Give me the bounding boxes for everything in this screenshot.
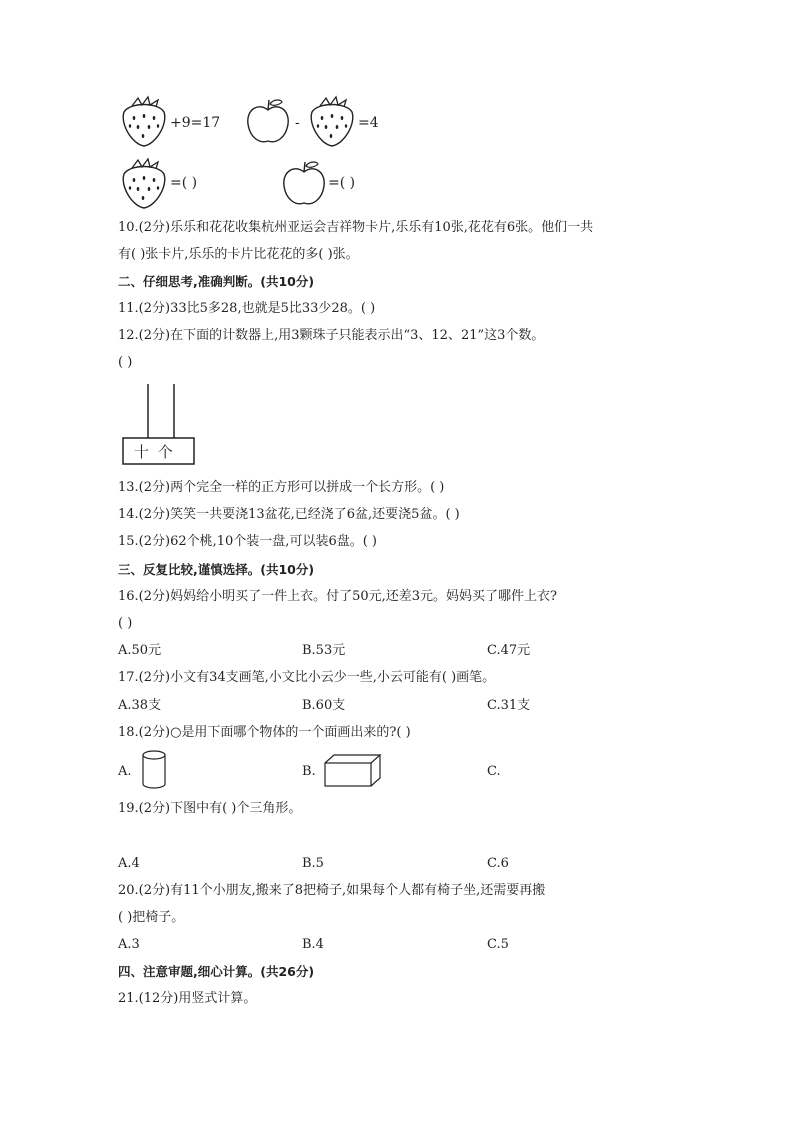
- option-a: A.3: [118, 937, 140, 952]
- cuboid-icon: [324, 754, 382, 788]
- apple-icon: [280, 160, 328, 208]
- question-13: 13.(2分)两个完全一样的正方形可以拼成一个长方形。( ): [118, 480, 445, 495]
- equation-1-tail: +9=17: [170, 115, 221, 131]
- question-16-line-2: ( ): [118, 616, 133, 631]
- minus-sign: -: [295, 115, 300, 131]
- question-20-line-1: 20.(2分)有11个小朋友,搬来了8把椅子,如果每个人都有椅子坐,还需要再搬: [118, 883, 546, 898]
- option-c: C.: [487, 764, 501, 779]
- option-c: C.31支: [487, 698, 531, 713]
- question-12-line-2: ( ): [118, 355, 133, 370]
- strawberry-icon: [306, 94, 358, 148]
- option-b: B.53元: [302, 643, 346, 658]
- question-12-line-1: 12.(2分)在下面的计数器上,用3颗珠子只能表示出“3、12、21”这3个数。: [118, 328, 545, 343]
- question-17: 17.(2分)小文有34支画笔,小文比小云少一些,小云可能有( )画笔。: [118, 670, 496, 685]
- question-18: 18.(2分)○是用下面哪个物体的一个面画出来的?( ): [118, 725, 411, 740]
- section-3-heading: 三、反复比较,谨慎选择。(共10分): [118, 562, 315, 577]
- option-c: C.47元: [487, 643, 531, 658]
- question-20-line-2: ( )把椅子。: [118, 910, 185, 925]
- cylinder-icon: [141, 750, 167, 790]
- option-a: A.: [118, 764, 132, 779]
- abacus-place-label: 十 个: [134, 443, 175, 461]
- section-4-heading: 四、注意审题,细心计算。(共26分): [118, 964, 315, 979]
- option-b: B.5: [302, 856, 324, 871]
- question-11: 11.(2分)33比5多28,也就是5比33少28。( ): [118, 301, 376, 316]
- option-a: A.4: [118, 856, 140, 871]
- equation-2-tail: =4: [358, 115, 379, 131]
- option-a: A.38支: [118, 698, 162, 713]
- question-19: 19.(2分)下图中有( )个三角形。: [118, 801, 302, 816]
- section-2-heading: 二、仔细思考,准确判断。(共10分): [118, 274, 315, 289]
- option-b: B.60支: [302, 698, 346, 713]
- question-15: 15.(2分)62个桃,10个装一盘,可以装6盘。( ): [118, 534, 377, 549]
- question-10-line-1: 10.(2分)乐乐和花花收集杭州亚运会吉祥物卡片,乐乐有10张,花花有6张。他们一共: [118, 220, 594, 235]
- option-c: C.5: [487, 937, 509, 952]
- question-10-line-2: 有( )张卡片,乐乐的卡片比花花的多( )张。: [118, 247, 359, 262]
- strawberry-icon: [118, 156, 170, 210]
- option-a: A.50元: [118, 643, 162, 658]
- option-c: C.6: [487, 856, 509, 871]
- question-14: 14.(2分)笑笑一共要浇13盆花,已经浇了6盆,还要浇5盆。( ): [118, 507, 460, 522]
- answer-2-blank: =( ): [328, 175, 356, 191]
- option-b: B.: [302, 764, 316, 779]
- option-b: B.4: [302, 937, 324, 952]
- answer-1-blank: =( ): [170, 175, 198, 191]
- question-16-line-1: 16.(2分)妈妈给小明买了一件上衣。付了50元,还差3元。妈妈买了哪件上衣?: [118, 589, 558, 604]
- strawberry-icon: [118, 94, 170, 148]
- question-21: 21.(12分)用竖式计算。: [118, 991, 257, 1006]
- apple-icon: [244, 98, 292, 146]
